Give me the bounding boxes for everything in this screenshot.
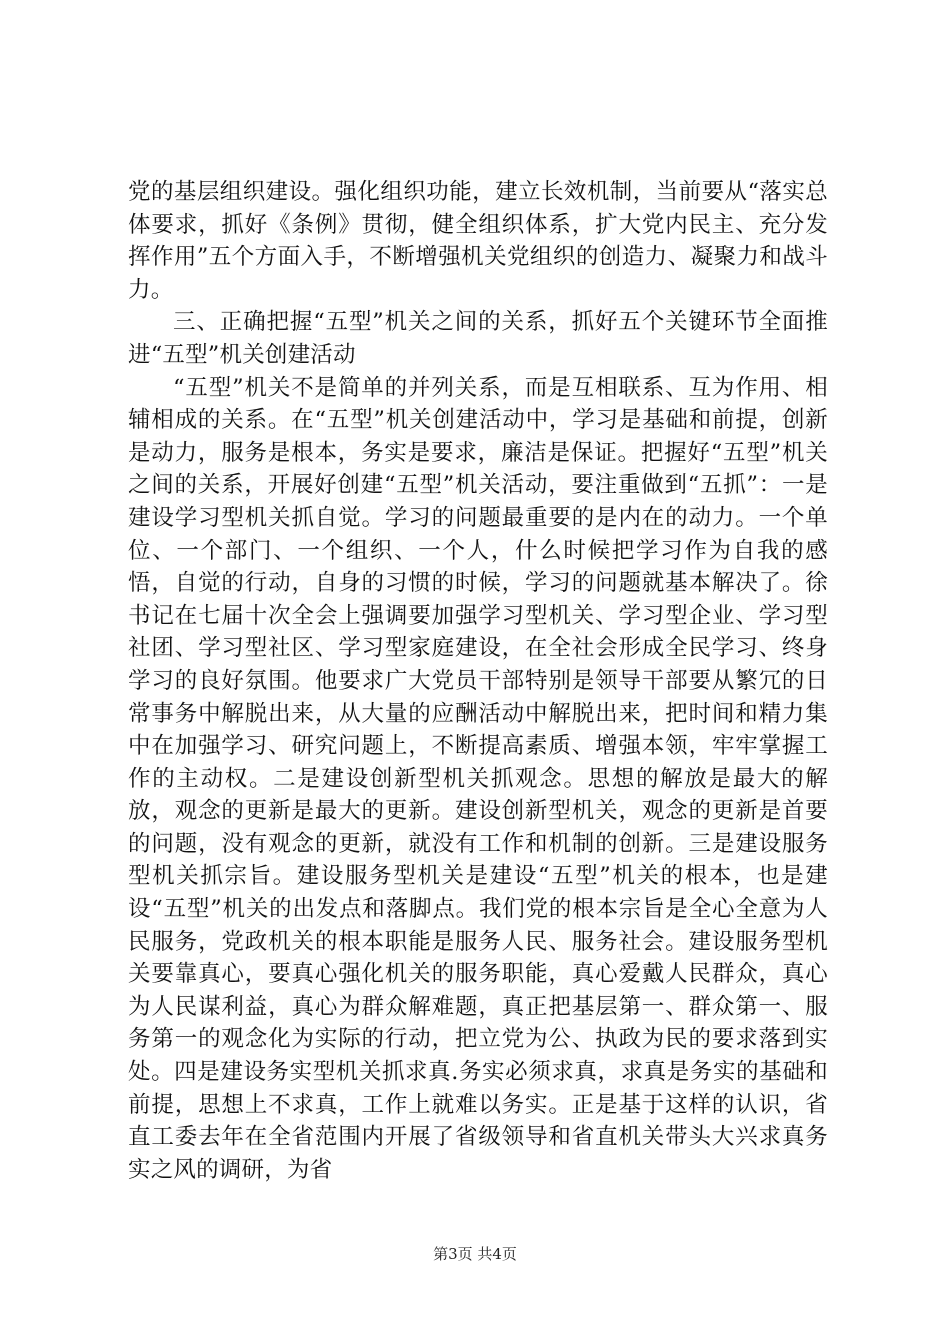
document-body — [128, 176, 828, 1186]
paragraph-continuation: 党的基层组织建设。强化组织功能，建立长效机制，当前要从“落实总体要求，抓好《条例》贯彻，健全组织体系，扩大党内民主、充分发挥作用”五个方面入手，不断增强机关党组织的创造力、凝聚力和战斗力。 — [128, 179, 828, 303]
page-number-label: 第3页 共4页 — [433, 1245, 517, 1263]
paragraph-body: “五型”机关不是简单的并列关系，而是互相联系、互为作用、相辅相成的关系。在“五型”机关创建活动中，学习是基础和前提，创新是动力，服务是根本，务实是要求，廉洁是保证。把握好“五型”机关之间的关系，开展好创建“五型”机关活动，要注重做到“五抓”：一是建设学习型机关抓自觉。学习的问题最重要的是内在的动力。一个单位、一个部门、一个组织、一个人，什么时候把学习作为自我的感悟，自觉的行动，自身的习惯的时候，学习的问题就基本解决了。徐书记在七届十次全会上强调要加强学习型机关、学习型企业、学习型社团、学习型社区、学习型家庭建设，在全社会形成全民学习、终身学习的良好氛围。他要求广大党员干部特别是领导干部要从繁冗的日常事务中解脱出来，从大量的应酬活动中解脱出来，把时间和精力集中在加强学习、研究问题上，不断提高素质、增强本领，牢牢掌握工作的主动权。二是建设创新型机关抓观念。思想的解放是最大的解放，观念的更新是最大的更新。建设创新型机关，观念的更新是首要的问题，没有观念的更新，就没有工作和机制的创新。三是建设服务型机关抓宗旨。建设服务型机关是建设“五型”机关的根本，也是建设“五型”机关的出发点和落脚点。我们党的根本宗旨是全心全意为人民服务，党政机关的根本职能是服务人民、服务社会。建设服务型机关要靠真心，要真心强化机关的服务职能，真心爱戴人民群众，真心为人民谋利益，真心为群众解难题，真正把基层第一、群众第一、服务第一的观念化为实际的行动，把立党为公、执政为民的要求落到实处。四是建设务实型机关抓求真.务实必须求真，求真是务实的基础和前提，思想上不求真，工作上就难以务实。正是基于这样的认识，省直工委去年在全省范围内开展了省级领导和省直机关带头大兴求真务实之风的调研，为省 — [128, 374, 828, 1183]
page-footer — [0, 1244, 950, 1264]
section-heading: 三、正确把握“五型”机关之间的关系，抓好五个关键环节全面推进“五型”机关创建活动 — [128, 309, 828, 368]
